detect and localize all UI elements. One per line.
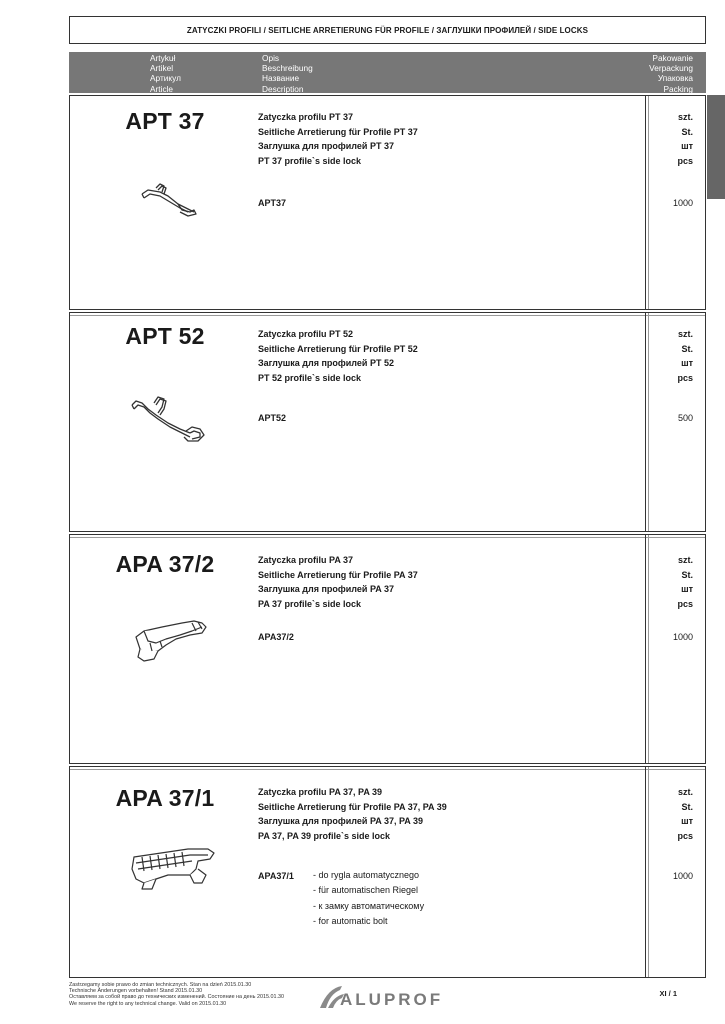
wire-clip-icon xyxy=(128,391,210,449)
packing-units: szt. St. шт pcs xyxy=(677,787,693,841)
packing-quantity: 1000 xyxy=(672,198,693,208)
packing-units: szt. St. шт pcs xyxy=(677,555,693,609)
packing-units: szt. St. шт pcs xyxy=(677,112,693,166)
product-code: APT 52 xyxy=(125,323,205,349)
chapter-tab xyxy=(707,95,725,199)
table-header xyxy=(69,52,706,93)
product-row xyxy=(69,312,706,532)
product-description: Zatyczka profilu PT 37 Seitliche Arretierung für Profile PT 37 Заглушка для профилей PT 37 PT 37 profile`s side lock xyxy=(258,112,418,166)
article-number: APA37/2 xyxy=(258,632,294,642)
ribbed-lock-icon xyxy=(128,845,220,891)
packing-units: szt. St. шт pcs xyxy=(677,329,693,383)
product-code: APA 37/1 xyxy=(115,785,215,811)
product-row xyxy=(69,766,706,978)
plastic-lock-icon xyxy=(132,617,210,665)
page-title: ZATYCZKI PROFILI / SEITLICHE ARRETIERUNG FÜR PROFILE / ЗАГЛУШКИ ПРОФИЛЕЙ / SIDE LOCKS xyxy=(69,16,706,44)
product-description: Zatyczka profilu PT 52 Seitliche Arretierung für Profile PT 52 Заглушка для профилей PT 52 PT 52 profile`s side lock xyxy=(258,329,418,383)
product-row xyxy=(69,534,706,764)
brand-name: ALUPROF xyxy=(340,990,444,1009)
page-number: XI / 1 xyxy=(659,989,677,998)
product-row xyxy=(69,95,706,310)
header-article: Artykuł Artikel Артикул Article xyxy=(150,53,181,94)
header-description: Opis Beschreibung Название Description xyxy=(262,53,313,94)
product-description: Zatyczka profilu PA 37, PA 39 Seitliche Arretierung für Profile PA 37, PA 39 Заглушка для профилей PA 37, PA 39 PA 37, PA 39 profile`s side lock xyxy=(258,787,447,841)
packing-quantity: 500 xyxy=(677,413,693,423)
packing-quantity: 1000 xyxy=(672,871,693,881)
article-number: APT52 xyxy=(258,413,287,423)
usage-notes: - do rygla automatycznego - für automatischen Riegel - к замку автоматическому - for automatic bolt xyxy=(313,870,425,927)
article-number: APA37/1 xyxy=(258,871,294,881)
packing-quantity: 1000 xyxy=(672,632,693,642)
product-code: APA 37/2 xyxy=(115,551,215,577)
article-number: APT37 xyxy=(258,198,287,208)
legal-disclaimer: Zastrzegamy sobie prawo do zmian technicznych. Stan na dzień 2015.01.30 Technische Änderungen vorbehalten! Stand 2015.01.30 Оставляем за собой право до технических изменений. Состояние на день 2015.01.30 We reserve the right to any technical change. Valid on 2015.01.30 xyxy=(69,982,284,1007)
product-description: Zatyczka profilu PA 37 Seitliche Arretierung für Profile PA 37 Заглушка для профилей PA 37 PA 37 profile`s side lock xyxy=(258,555,418,609)
product-code: APT 37 xyxy=(125,108,205,134)
wire-clip-icon xyxy=(138,176,202,220)
header-packing: Pakowanie Verpackung Упаковка Packing xyxy=(649,53,693,94)
